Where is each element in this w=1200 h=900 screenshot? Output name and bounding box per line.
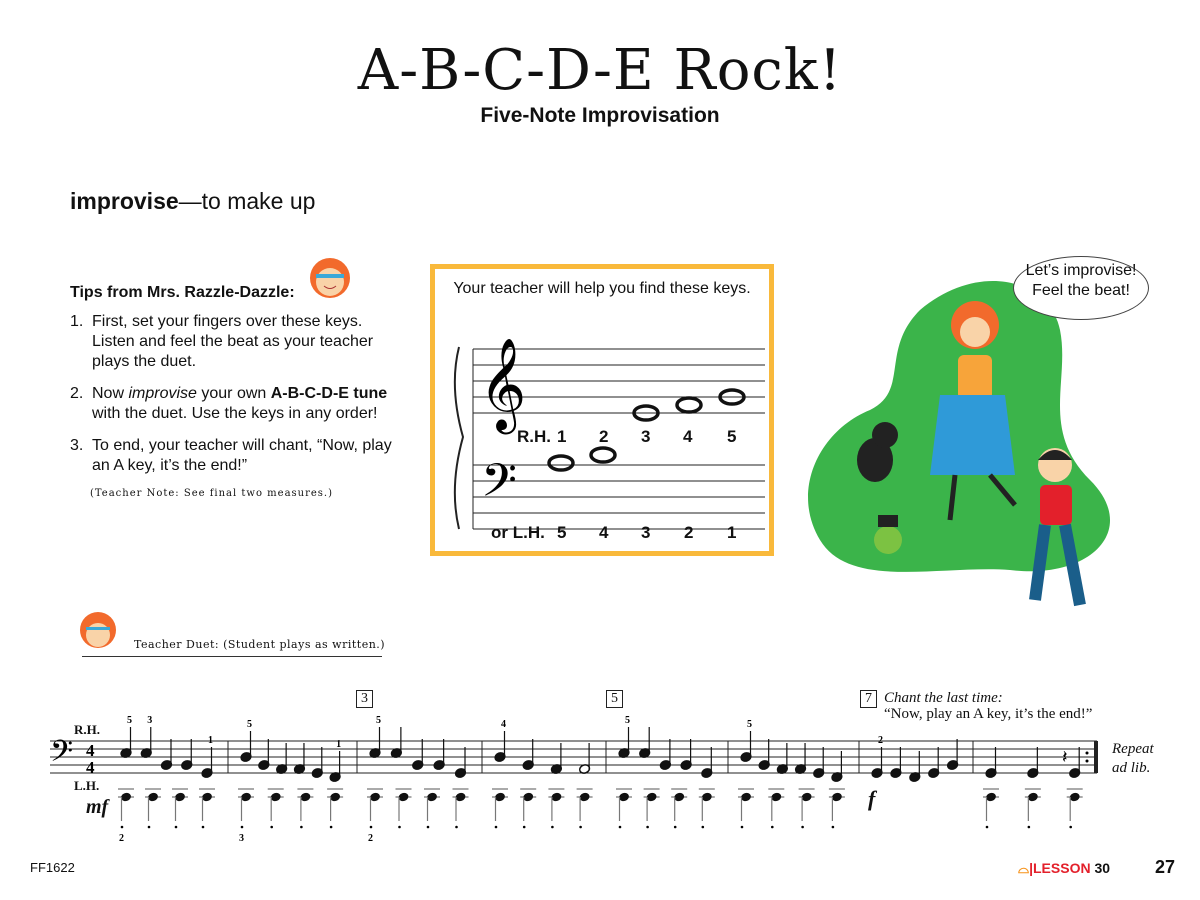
dynamic-f: f: [868, 786, 876, 811]
finger-number: 4: [501, 719, 506, 730]
staccato-dot: [619, 826, 622, 829]
tip-number: 2.: [70, 385, 84, 402]
finger-number: 5: [127, 715, 132, 726]
staccato-dot: [202, 826, 205, 829]
staccato-dot: [121, 826, 124, 829]
page-subtitle: Five-Note Improvisation: [480, 104, 720, 127]
measure-number: 5: [606, 690, 623, 708]
finger-number: 5: [747, 719, 752, 730]
staccato-dot: [702, 826, 705, 829]
staccato-dot: [148, 826, 151, 829]
tip-text-part: Now: [92, 385, 129, 402]
staccato-dot: [832, 826, 835, 829]
finger-number: 5: [625, 715, 630, 726]
tips-heading: Tips from Mrs. Razzle-Dazzle:: [70, 284, 295, 301]
finger-number: 5: [557, 523, 567, 542]
rh-label: R.H.: [74, 722, 100, 737]
finger-number: 1: [336, 739, 342, 750]
finger-number: 3: [641, 427, 651, 446]
measure-number: 3: [356, 690, 373, 708]
finger-number: 2: [684, 523, 694, 542]
staccato-dot: [495, 826, 498, 829]
staccato-dot: [771, 826, 774, 829]
lh-label: L.H.: [74, 778, 100, 793]
staccato-dot: [741, 826, 744, 829]
finger-number: 1: [557, 427, 567, 446]
treble-clef-icon: 𝄞: [479, 337, 527, 430]
quarter-rest-icon: 𝄽: [1062, 747, 1068, 768]
staccato-dot: [175, 826, 178, 829]
tip-text: First, set your fingers over these keys. Listen and feel the beat as your teacher plays the duet.: [92, 313, 374, 370]
page-number: 27: [1155, 857, 1176, 877]
staccato-dot: [427, 826, 430, 829]
finger-number: 3: [239, 833, 244, 844]
finger-number: 5: [727, 427, 737, 446]
repeat-dot: [1086, 760, 1089, 763]
catalog-code: FF1622: [30, 860, 75, 875]
book-icon: ⌓: [1018, 860, 1030, 876]
chant-title: Chant the last time:: [884, 690, 1003, 706]
tip-number: 1.: [70, 313, 84, 330]
finger-number: 2: [368, 833, 373, 844]
lh-label: or L.H.: [491, 523, 545, 542]
finger-number: 1: [727, 523, 737, 542]
finger-number: 2: [878, 735, 883, 746]
repeat-dot: [1086, 752, 1089, 755]
tip-text: To end, your teacher will chant, “Now, play an A key, it’s the end!”: [92, 437, 392, 474]
finger-number: 5: [247, 719, 252, 730]
staccato-dot: [398, 826, 401, 829]
page-title: A-B-C-D-E Rock!: [357, 38, 843, 103]
lesson-label: [1018, 860, 1110, 877]
chant-text: “Now, play an A key, it’s the end!”: [884, 706, 1093, 722]
repeat-line: ad lib.: [1112, 760, 1151, 776]
finger-number: 3: [641, 523, 651, 542]
tip-strong: A-B-C-D-E tune: [270, 385, 388, 402]
finger-number: 2: [599, 427, 609, 446]
rh-label: R.H.: [517, 427, 551, 446]
staccato-dot: [1069, 826, 1072, 829]
finger-number: 4: [683, 427, 693, 446]
staccato-dot: [646, 826, 649, 829]
staccato-dot: [330, 826, 333, 829]
finger-number: 3: [147, 715, 153, 726]
speech-bubble: Let’s improvise! Feel the beat!: [1013, 256, 1149, 320]
finger-number: 4: [599, 523, 609, 542]
staccato-dot: [241, 826, 244, 829]
lesson-word: LESSON: [1033, 860, 1091, 876]
staccato-dot: [270, 826, 273, 829]
finger-number: 5: [376, 715, 381, 726]
staccato-dot: [801, 826, 804, 829]
staccato-dot: [370, 826, 373, 829]
bass-clef-icon: 𝄢: [50, 735, 74, 776]
staccato-dot: [986, 826, 989, 829]
staccato-dot: [455, 826, 458, 829]
finger-number: 2: [119, 833, 124, 844]
tip-text-part: your own: [196, 385, 271, 402]
measure-number: 7: [860, 690, 877, 708]
dynamic-mf: mf: [86, 796, 109, 818]
staccato-dot: [300, 826, 303, 829]
divider: |: [1029, 860, 1033, 876]
repeat-line: Repeat: [1112, 741, 1154, 757]
definition-term: improvise: [70, 188, 179, 214]
lesson-number: 30: [1094, 860, 1111, 876]
tip-number: 3.: [70, 437, 84, 454]
time-signature: 4: [86, 741, 95, 760]
finger-number: 1: [208, 735, 213, 746]
definition-text: —to make up: [178, 188, 316, 214]
staccato-dot: [674, 826, 677, 829]
time-signature: 4: [86, 758, 95, 777]
tip-emphasis: improvise: [128, 385, 197, 402]
teacher-note: (Teacher Note: See final two measures.): [90, 488, 334, 499]
bass-clef-icon: 𝄢: [481, 454, 518, 519]
staccato-dot: [523, 826, 526, 829]
staccato-dot: [1028, 826, 1031, 829]
keys-box-text: Your teacher will help you find these keys.: [453, 280, 751, 297]
duet-label: Teacher Duet: (Student plays as written.): [134, 638, 386, 651]
staccato-dot: [551, 826, 554, 829]
staccato-dot: [579, 826, 582, 829]
tip-text-part: with the duet. Use the keys in any order!: [92, 405, 378, 422]
